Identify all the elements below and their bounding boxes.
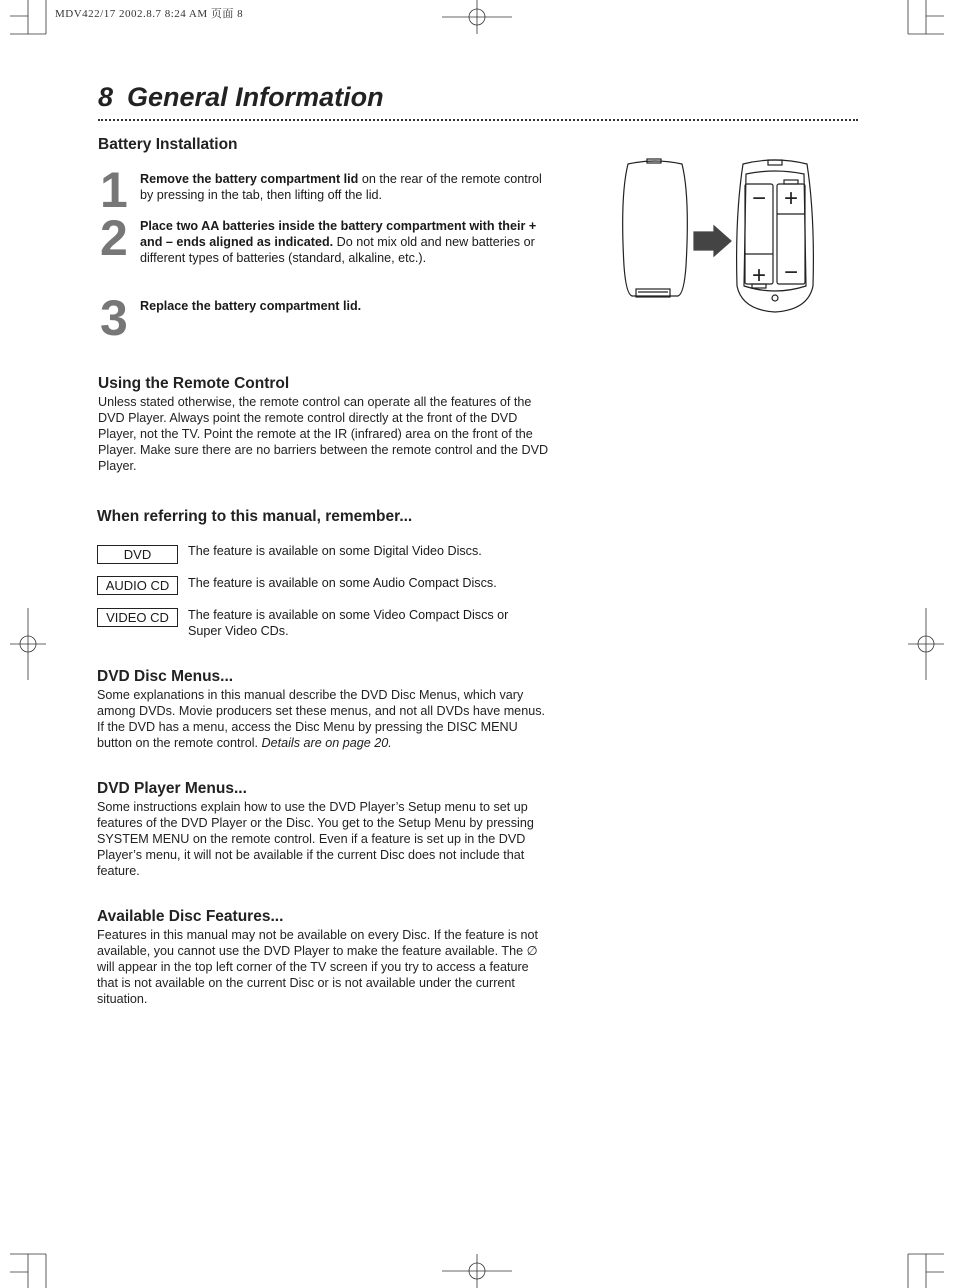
title-divider <box>98 119 858 121</box>
available-features-body: Features in this manual may not be available on every Disc. If the feature is not available, you cannot use the DVD Player to make the feature available. The ∅ will appear in the top left corner of the TV screen if you try to access a feature that is not available on the current Disc or is not available under the current situation. <box>97 928 539 1006</box>
step-2-text: Place two AA batteries inside the battery compartment with their + and – ends aligned as indicated. Do not mix old and new batteries or different types of batteries (standard, alkaline, etc.). <box>140 219 537 265</box>
battery-heading: Battery Installation <box>98 136 238 153</box>
video-cd-label-description: The feature is available on some Video Compact Discs or Super Video CDs. <box>188 608 509 638</box>
dvd-label-box: DVD <box>97 545 178 564</box>
remote-heading: Using the Remote Control <box>98 375 290 392</box>
page-title <box>98 82 384 113</box>
dvd-label-description: The feature is available on some Digital Video Discs. <box>188 544 482 558</box>
print-slug: MDV422/17 2002.8.7 8:24 AM 页面 8 <box>55 8 244 20</box>
player-menus-body: Some instructions explain how to use the DVD Player’s Setup menu to set up features of the DVD Player or the Disc. You get to the Setup Menu by pressing SYSTEM MENU on the remote control. Even if a feature is set up in the DVD Player’s menu, it will not be available if the current Disc does not include that feature. <box>97 800 534 878</box>
step-number-1: 1 <box>100 162 126 218</box>
disc-menus-heading: DVD Disc Menus... <box>97 668 234 685</box>
disc-menus-body: Some explanations in this manual describe the DVD Disc Menus, which vary among DVDs. Movie producers set these menus, and not all DVDs have menus. If the DVD has a menu, access the Disc Menu by pressing the DISC MENU button on the remote control. Details are on page 20. <box>97 688 545 750</box>
section-title: General Information <box>127 82 384 112</box>
left-battery-plus: + <box>751 262 767 289</box>
step-number-2: 2 <box>100 210 126 266</box>
disc-menus-page-reference: Details are on page 20. <box>261 736 392 750</box>
battery-illustration <box>610 156 820 316</box>
step-number-3: 3 <box>100 290 126 346</box>
audio-cd-label-description: The feature is available on some Audio Compact Discs. <box>188 576 497 590</box>
step-3-text: Replace the battery compartment lid. <box>140 299 362 313</box>
remote-body: Unless stated otherwise, the remote control can operate all the features of the DVD Player. Always point the remote control directly at the front of the DVD Player, not the TV. Point the remote at the IR (infrared) area on the front of the Player. Make sure there are no barriers between the remote control and the DVD Player. <box>98 395 549 473</box>
right-battery-minus: − <box>783 259 799 286</box>
page-number: 8 <box>98 82 114 112</box>
audio-cd-label-box: AUDIO CD <box>97 576 178 595</box>
right-battery-plus: + <box>783 185 799 212</box>
left-battery-minus: − <box>751 185 767 212</box>
player-menus-heading: DVD Player Menus... <box>97 780 247 797</box>
available-features-heading: Available Disc Features... <box>97 908 284 925</box>
video-cd-label-box: VIDEO CD <box>97 608 178 627</box>
referring-heading: When referring to this manual, remember... <box>97 508 413 525</box>
step-1-text: Remove the battery compartment lid on the rear of the remote control by pressing in the tab, then lifting off the lid. <box>140 172 542 202</box>
